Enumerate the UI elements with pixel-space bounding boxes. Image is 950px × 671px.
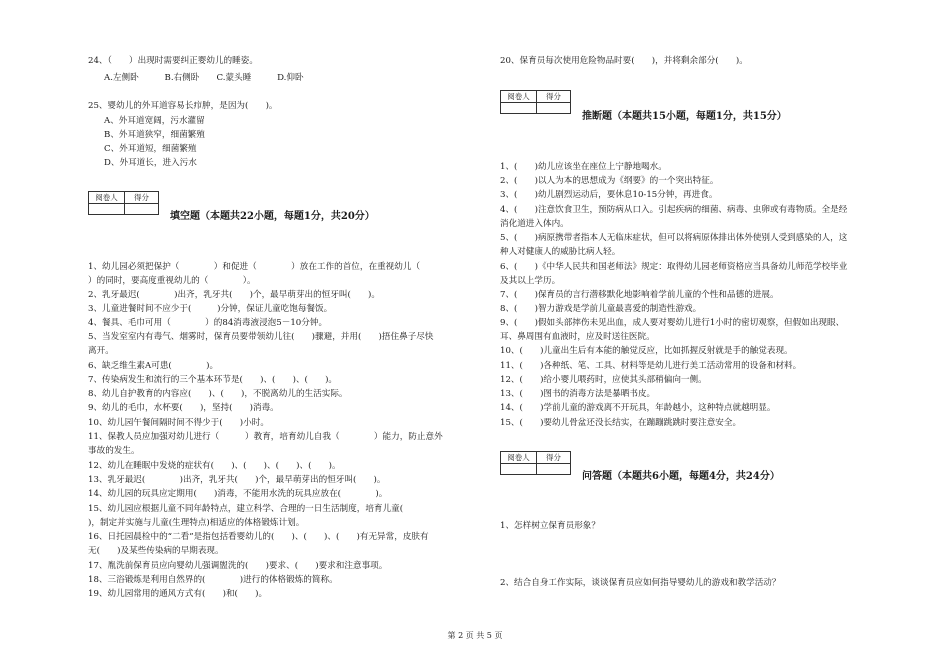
fill-line-19: )，制定并实施与儿童(生理特点)相适应的体格锻炼计划。 bbox=[88, 518, 305, 528]
fill-line-11: 9、幼儿的毛巾，水杯要( )，坚持( )消毒。 bbox=[88, 403, 279, 413]
score-box-score: 得分 bbox=[537, 91, 571, 103]
fill-line-8: 6、缺乏维生素A可患( )。 bbox=[88, 361, 219, 371]
fill-line-13: 11、保教人员应加强对幼儿进行（ ）教育，培育幼儿自我（ ）能力，防止意外 bbox=[88, 432, 443, 442]
score-box-grader-cell bbox=[501, 464, 537, 475]
section-fill-title: 填空题（本题共22小题，每题1分，共20分） bbox=[170, 211, 375, 222]
judge-line-1: 1、( )幼儿应该坐在座位上宁静地喝水。 bbox=[500, 162, 667, 172]
judge-line-12: 9、( )假如头部摔伤未见出血，成人要对婴幼儿进行1小时的密切观察，但假如出现眼、 bbox=[500, 318, 845, 328]
score-box-score: 得分 bbox=[537, 452, 571, 464]
fill-line-9: 7、传染病发生和流行的三个基本环节是( )、( )、( )。 bbox=[88, 375, 338, 385]
score-box-grader: 阅卷人 bbox=[89, 192, 125, 204]
fill-line-6: 5、当发室室内有毒气、烟雾时，保育员要带领幼儿往( )骤避，并用( )捂住鼻子尽快 bbox=[88, 332, 434, 342]
fill-line-24: 19、幼儿园常用的通风方式有( )和( )。 bbox=[88, 589, 268, 599]
judge-line-13: 耳、鼻周围有血液时，应及时送往医院。 bbox=[500, 332, 655, 342]
score-box-qa bbox=[500, 451, 571, 475]
fill-line-3: 2、乳牙最迟( )出齐，乳牙共( )个，最早萌芽出的恒牙叫( )。 bbox=[88, 290, 380, 300]
fill-line-14: 事故的发生。 bbox=[88, 446, 140, 456]
section-qa-title: 问答题（本题共6小题，每题4分，共24分） bbox=[582, 471, 780, 482]
judge-line-2: 2、( )以人为本的思想成为《纲要》的一个突出特征。 bbox=[500, 176, 719, 186]
section-judge-title: 推断题（本题共15小题，每题1分，共15分） bbox=[582, 111, 787, 122]
question-25-option-d: D、外耳道长，进入污水 bbox=[104, 158, 197, 168]
judge-line-17: 13、( )图书的消毒方法是暴晒书皮。 bbox=[500, 389, 656, 399]
score-box-grader: 阅卷人 bbox=[501, 452, 537, 464]
question-25-option-c: C、外耳道短，细菌繁殖 bbox=[104, 144, 197, 154]
judge-line-10: 7、( )保育员的言行潜移默化地影响着学前儿童的个性和品德的进展。 bbox=[500, 290, 779, 300]
fill-line-20: 16、日托园晨检中的“二看”是指包括看婴幼儿的( )、( )、( )有无异常，皮肤有 bbox=[88, 532, 429, 542]
question-25-option-a: A、外耳道宽阔，污水灌留 bbox=[104, 116, 205, 126]
score-box-score-cell bbox=[537, 103, 571, 114]
score-box-fill bbox=[88, 191, 159, 215]
fill-line-16: 13、乳牙最迟( )出齐，乳牙共( )个，最早萌芽出的恒牙叫( )。 bbox=[88, 475, 386, 485]
fill-line-18: 15、幼儿园应根据儿童不同年龄特点，建立科学、合理的一日生活制度，培育儿童( bbox=[88, 504, 421, 514]
fill-line-22: 17、胤洗前保育员应向婴幼儿强调盥洗的( )要求、( )要求和注意事项。 bbox=[88, 561, 388, 571]
judge-line-5: 消化道进入体内。 bbox=[500, 219, 569, 229]
page-number: 第 2 页 共 5 页 bbox=[447, 631, 503, 640]
fill-line-23: 18、三浴锻炼是利用自然界的( )进行的体格锻炼的简称。 bbox=[88, 575, 338, 585]
fill-line-12: 10、幼儿园午餐间隔时间不得少于( )小时。 bbox=[88, 418, 269, 428]
judge-line-7: 种人对健康人的威胁比病人轻。 bbox=[500, 247, 621, 257]
score-box-score: 得分 bbox=[125, 192, 159, 204]
fill-line-10: 8、幼儿自护教育的内容应( )、( )，不脱离幼儿的生活实际。 bbox=[88, 389, 348, 399]
question-24: 24、（ ）出现时需要纠正婴幼儿的睡姿。 bbox=[88, 56, 258, 66]
fill-line-7: 离开。 bbox=[88, 346, 114, 356]
judge-line-11: 8、( )智力游戏是学前儿童最喜爱的制造性游戏。 bbox=[500, 304, 702, 314]
judge-line-9: 及其以上学历。 bbox=[500, 276, 561, 286]
judge-line-3: 3、( )幼儿剧烈运动后，要休息10-15分钟，再进食。 bbox=[500, 190, 718, 200]
judge-line-8: 6、( )《中华人民共和国老师法》规定：取得幼儿园老师资格应当具备幼儿师范学校毕业 bbox=[500, 262, 848, 272]
score-box-score-cell bbox=[537, 464, 571, 475]
judge-line-14: 10、( )儿童出生后有本能的触觉反应，比如抓握反射就是手的触觉表现。 bbox=[500, 346, 793, 356]
fill-line-2: ）的同时，要高度重视幼儿的（ ）。 bbox=[88, 276, 256, 286]
score-box-grader: 阅卷人 bbox=[501, 91, 537, 103]
qa-question-1: 1、怎样树立保育员形象？ bbox=[500, 521, 600, 531]
judge-line-15: 11、( )各种纸、笔、工具、材料等是幼儿进行美工活动常用的设备和材料。 bbox=[500, 361, 802, 371]
question-25-option-b: B、外耳道狭窄，细菌繁殖 bbox=[104, 130, 205, 140]
judge-line-6: 5、( )病原携带者指本人无临床症状，但可以将病原体排出体外使别人受到感染的人，这 bbox=[500, 233, 848, 243]
fill-line-5: 4、餐具、毛巾可用（ ）的84消毒液浸泡5－10分钟。 bbox=[88, 318, 328, 328]
score-box-grader-cell bbox=[89, 204, 125, 215]
judge-line-4: 4、( )注意饮食卫生，预防病从口入。引起疾病的细菌、病毒、虫卵或有毒物质。全是经 bbox=[500, 205, 848, 215]
fill-line-15: 12、幼儿在睡眠中发烧的症状有( )、( )、( )、( )。 bbox=[88, 461, 341, 471]
judge-line-18: 14、( )学前儿童的游戏离不开玩具，年龄越小，这种特点就越明显。 bbox=[500, 403, 776, 413]
fill-line-1: 1、幼儿园必须把保护（ ）和促进（ ）放在工作的首位，在重视幼儿（ bbox=[88, 262, 421, 272]
score-box-judge bbox=[500, 90, 571, 114]
fill-line-21: 无( )及某些传染病的早期表现。 bbox=[88, 546, 224, 556]
fill-line-17: 14、幼儿园的玩具应定期用( )消毒，不能用水洗的玩具应放在( )。 bbox=[88, 489, 388, 499]
qa-question-2: 2、结合自身工作实际，谈谈保育员应如何指导婴幼儿的游戏和教学活动？ bbox=[500, 578, 781, 588]
judge-line-16: 12、( )给小婴儿喂药时，应使其头部稍偏向一侧。 bbox=[500, 375, 707, 385]
question-24-options: A.左侧卧 B.右侧卧 C.蒙头睡 D.仰卧 bbox=[104, 73, 304, 83]
fill-line-4: 3、儿童进餐时间不应少于( )分钟，保证儿童吃饱每餐饭。 bbox=[88, 304, 333, 314]
score-box-score-cell bbox=[125, 204, 159, 215]
score-box-grader-cell bbox=[501, 103, 537, 114]
question-20: 20、保育员每次使用危险物品时要( )，并将剩余部分( )。 bbox=[500, 56, 748, 66]
judge-line-19: 15、( )要幼儿骨盆还没长结实，在蹦蹦跳跳时要注意安全。 bbox=[500, 418, 742, 428]
question-25: 25、婴幼儿的外耳道容易长疖肿，是因为( )。 bbox=[88, 101, 278, 111]
